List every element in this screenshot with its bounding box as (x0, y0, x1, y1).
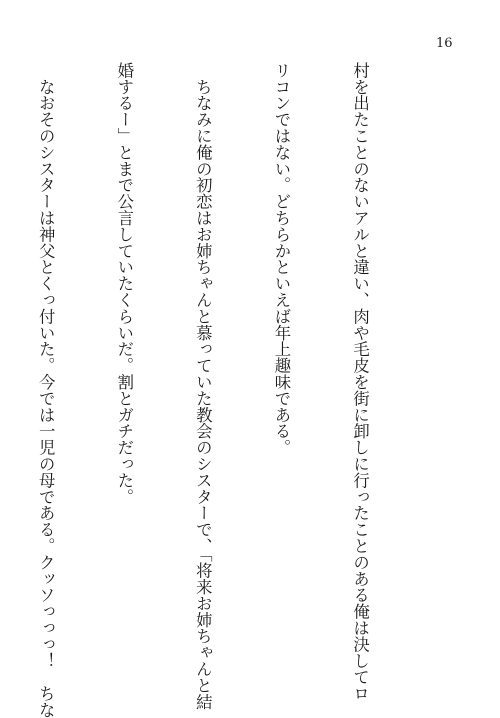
page-number: 16 (436, 36, 453, 51)
text-line: 婚するー」とまで公言していたくらいだ。割とガチだった。 (114, 62, 134, 505)
text-line: なおそのシスターは神父とくっ付いた。今では一児の母である。クッソっっっ！ ちな (36, 62, 56, 718)
text-line: リコンではない。どちらかといえば年上趣味である。 (271, 62, 291, 456)
text-line: ちなみに俺の初恋はお姉ちゃんと慕っていた教会のシスターで、「将来お姉ちゃんと結 (193, 62, 213, 710)
body-text (0, 62, 425, 718)
text-line: 村を出たことのないアルと違い、肉や毛皮を街に卸しに行ったことのある俺は決してロ (350, 62, 370, 702)
